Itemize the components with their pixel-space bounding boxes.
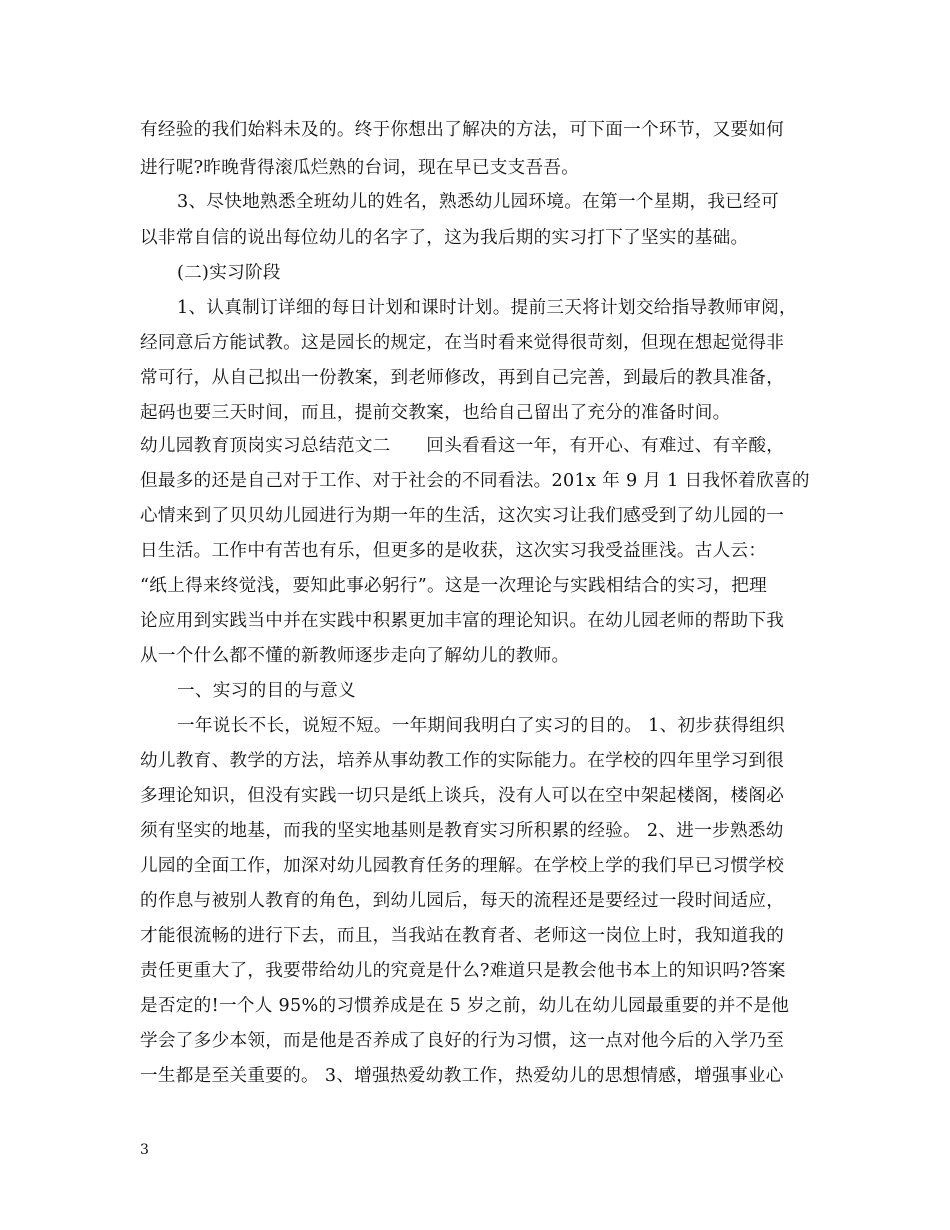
paragraph-line: 幼儿教育、教学的方法，培养从事幼教工作的实际能力。在学校的四年里学习到很 bbox=[140, 751, 785, 771]
paragraph-line: 须有坚实的地基，而我的坚实地基则是教育实习所积累的经验。 2、进一步熟悉幼 bbox=[140, 821, 784, 841]
paragraph-line: 3、尽快地熟悉全班幼儿的姓名，熟悉幼儿园环境。在第一个星期，我已经可 bbox=[177, 192, 779, 212]
paragraph-line: 论应用到实践当中并在实践中积累更加丰富的理论知识。在幼儿园老师的帮助下我 bbox=[140, 611, 785, 631]
paragraph-line: 多理论知识，但没有实践一切只是纸上谈兵，没有人可以在空中架起楼阁，楼阁必 bbox=[140, 786, 785, 806]
paragraph-line: 儿园的全面工作，加深对幼儿园教育任务的理解。在学校上学的我们早已习惯学校 bbox=[140, 856, 785, 876]
paragraph-line: 进行呢?昨晚背得滚瓜烂熟的台词，现在早已支支吾吾。 bbox=[140, 158, 580, 178]
paragraph-line: 学会了多少本领，而是他是否养成了良好的行为习惯，这一点对他今后的入学乃至 bbox=[140, 1031, 785, 1051]
paragraph-line: 是否定的!一个人 95%的习惯养成是在 5 岁之前，幼儿在幼儿园最重要的并不是他 bbox=[140, 996, 790, 1016]
paragraph-line: 一年说长不长，说短不短。一年期间我明白了实习的目的。 1、初步获得组织 bbox=[177, 716, 785, 736]
paragraph-line: 1、认真制订详细的每日计划和课时计划。提前三天将计划交给指导教师审阅， bbox=[177, 298, 797, 318]
paragraph-line: 日生活。工作中有苦也有乐，但更多的是收获，这次实习我受益匪浅。古人云： bbox=[140, 541, 767, 561]
paragraph-line: 的作息与被别人教育的角色，到幼儿园后，每天的流程还是要经过一段时间适应， bbox=[140, 891, 785, 911]
paragraph-line: 以非常自信的说出每位幼儿的名字了，这为我后期的实习打下了坚实的基础。 bbox=[140, 228, 749, 248]
section-heading: 一、实习的目的与意义 bbox=[177, 681, 356, 701]
paragraph-line: 责任更重大了，我要带给幼儿的究竟是什么?难道只是教会他书本上的知识吗?答案 bbox=[140, 961, 786, 981]
paragraph-line: “纸上得来终觉浅，要知此事必躬行”。这是一次理论与实践相结合的实习，把理 bbox=[140, 576, 767, 596]
paragraph-line: 经同意后方能试教。这是园长的规定，在当时看来觉得很苛刻，但现在想起觉得非 bbox=[140, 333, 785, 353]
paragraph-line: 心情来到了贝贝幼儿园进行为期一年的生活，这次实习让我们感受到了幼儿园的一 bbox=[140, 506, 785, 526]
paragraph-line: 但最多的还是自己对于工作、对于社会的不同看法。201x 年 9 月 1 日我怀着欣喜的 bbox=[140, 471, 810, 491]
paragraph-line: 从一个什么都不懂的新教师逐步走向了解幼儿的教师。 bbox=[140, 646, 570, 666]
page-number: 3 bbox=[140, 1142, 149, 1158]
paragraph-line: 一生都是至关重要的。 3、增强热爱幼教工作，热爱幼儿的思想情感，增强事业心 bbox=[140, 1066, 784, 1086]
section-heading: (二)实习阶段 bbox=[177, 263, 281, 283]
paragraph-line: 起码也要三天时间，而且，提前交教案，也给自己留出了充分的准备时间。 bbox=[140, 403, 731, 423]
paragraph-line: 才能很流畅的进行下去，而且，当我站在教育者、老师这一岗位上时，我知道我的 bbox=[140, 926, 785, 946]
paragraph-line: 有经验的我们始料未及的。终于你想出了解决的方法，可下面一个环节，又要如何 bbox=[140, 120, 785, 140]
paragraph-line: 幼儿园教育顶岗实习总结范文二 回头看看这一年，有开心、有难过、有辛酸， bbox=[140, 436, 785, 456]
paragraph-line: 常可行，从自己拟出一份教案，到老师修改，再到自己完善，到最后的教具准备， bbox=[140, 368, 785, 388]
